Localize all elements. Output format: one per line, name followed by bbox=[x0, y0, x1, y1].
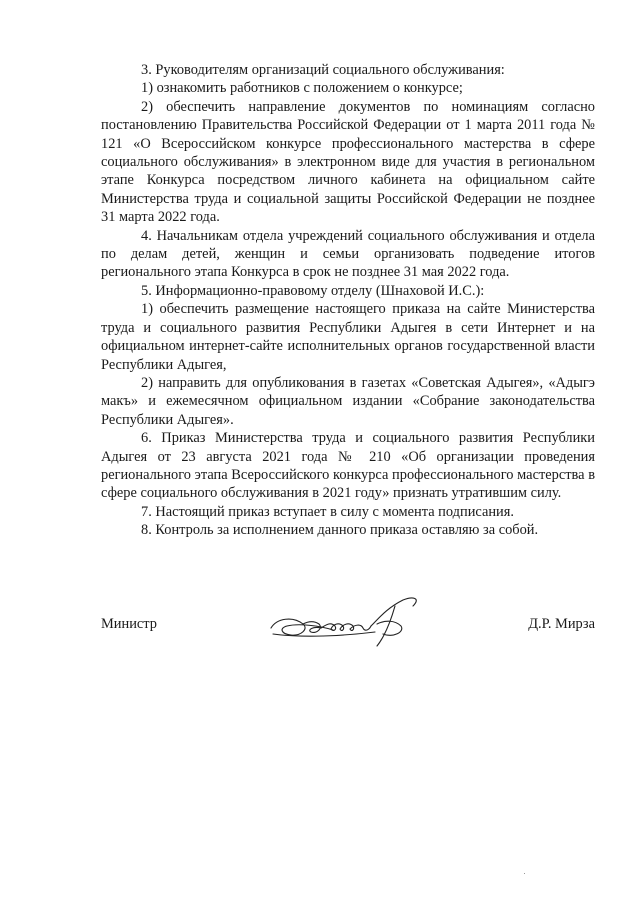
paragraph-item-5-2: 2) направить для опубликования в газетах «Советская Адыгея», «Адыгэ макъ» и ежемесячном официальном издании «Собрание законодательства Республики Адыгея». bbox=[101, 374, 595, 428]
signature-block bbox=[101, 584, 595, 664]
paragraph-item-6: 6. Приказ Министерства труда и социального развития Республики Адыгея от 23 августа 2021 года № 210 «Об организации проведения регионального этапа Всероссийского конкурса профессионального мастерства в сфере социального обслуживания в 2021 году» признать утратившим силу. bbox=[101, 430, 595, 502]
paragraph-item-7: 7. Настоящий приказ вступает в силу с момента подписания. bbox=[141, 503, 514, 520]
paragraph-item-8: 8. Контроль за исполнением данного приказа оставляю за собой. bbox=[141, 522, 539, 539]
scan-speck bbox=[524, 873, 525, 874]
paragraph-item-4: 4. Начальникам отдела учреждений социального обслуживания и отдела по делам детей, женщин и семьи организовать подведение итогов регионального этапа Конкурса в срок не позднее 31 мая 2022 года. bbox=[101, 227, 595, 281]
handwritten-signature bbox=[263, 584, 433, 654]
paragraph-item-3-1: 1) ознакомить работников с положением о конкурсе; bbox=[141, 80, 463, 97]
paragraph-item-5-1: 1) обеспечить размещение настоящего приказа на сайте Министерства труда и социального развития Республики Адыгея в сети Интернет и на официальном интернет-сайте исполнительных органов государственной власти Республики Адыгея, bbox=[101, 301, 595, 373]
paragraph-item-3-2: 2) обеспечить направление документов по номинациям согласно постановлению Правительства Российской Федерации от 1 марта 2011 года № 121 «О Всероссийском конкурсе профессионального мастерства в сфере социального обслуживания» в электронном виде для участия в региональном этапе Конкурса посредством личного кабинета на официальном сайте Министерства труда и социальной защиты Российской Федерации не позднее 31 марта 2022 года. bbox=[101, 98, 595, 226]
paragraph-item-3: 3. Руководителям организаций социального обслуживания: bbox=[141, 62, 505, 78]
paragraph-item-5: 5. Информационно-правовому отделу (Шнаховой И.С.): bbox=[141, 282, 485, 299]
order-body bbox=[101, 61, 595, 540]
signatory-title: Министр bbox=[101, 616, 157, 632]
signatory-name: Д.Р. Мирза bbox=[528, 616, 595, 632]
